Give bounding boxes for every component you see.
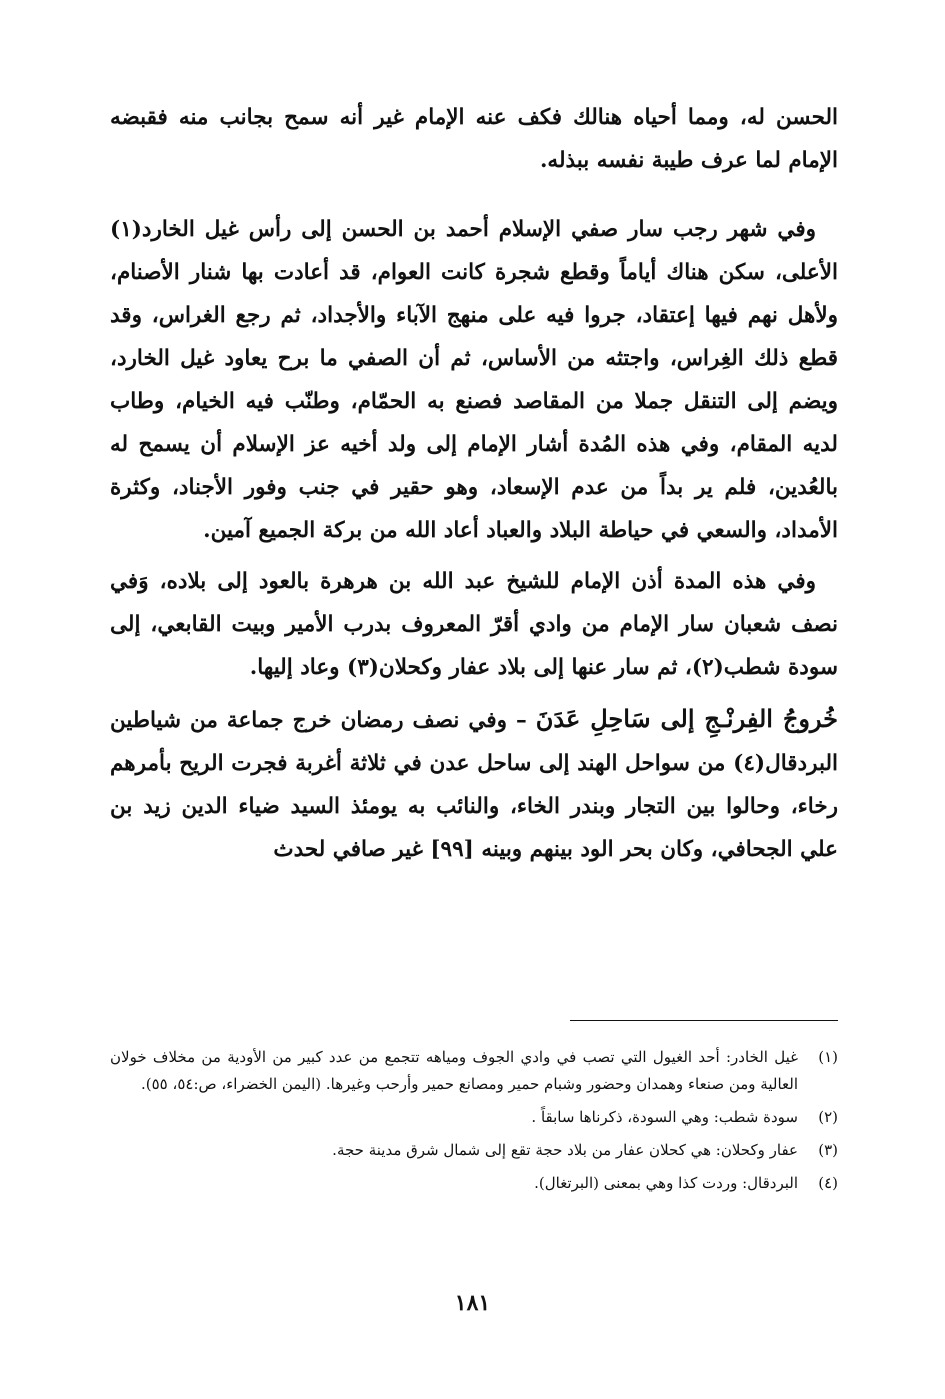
footnote-text: عفار وكحلان: هي كحلان عفار من بلاد حجة تقع إلى شمال شرق مدينة حجة.	[332, 1141, 798, 1159]
section-heading: خُروجُ الفِرنْـجِ إلى سَاحِلِ عَدَنَ	[535, 704, 838, 733]
footnotes	[110, 1044, 838, 1203]
paragraph-continuation: الحسن له، ومما أحياه هنالك فكف عنه الإمام غير أنه سمح بجانب منه فقبضه الإمام لما عرف طيبة نفسه ببذله.	[110, 105, 838, 173]
footnote-text: سودة شطب: وهي السودة، ذكرناها سابقاً .	[531, 1108, 798, 1126]
footnote-number: (٣)	[818, 1141, 838, 1159]
footnote-3	[110, 1137, 838, 1164]
footnote-2	[110, 1104, 838, 1131]
paragraph-rajab: وفي شهر رجب سار صفي الإسلام أحمد بن الحسن إلى رأس غيل الخارد(١) الأعلى، سكن هناك أياماً وقطع شجرة كانت العوام، قد أعادت بها شنار الأصنام، ولأهل نهم فيها إعتقاد، جروا فيه على منهج الآباء والأجداد، ثم رجع الغراس، وقد قطع ذلك الغِراس، واجتثه من الأساس، ثم أن الصفي ما برح يعاود غيل الخارد، ويضم إلى التنقل جملا من المقاصد فصنع به الحمّام، وطنّب فيه الخيام، وطاب لديه المقام، وفي هذه المُدة أشار الإمام إلى ولد أخيه عز الإسلام أن يسمح له بالعُدين، فلم ير بداً من عدم الإسعاد، وهو حقير في جنب وفور الأجناد، وكثرة الأمداد، والسعي في حياطة البلاد والعباد أعاد الله من بركة الجميع آمين.	[110, 217, 838, 543]
footnote-text: غيل الخادر: أحد الغيول التي تصب في وادي الجوف ومياهه تتجمع من عدد كبير من الأودية من مخلاف خولان العالية ومن صنعاء وهمدان وحضور وشبام حمير ومصانع حمير وأرحب وغيرها. (اليمن الخضراء، ص:٥٤، ٥٥).	[110, 1048, 798, 1093]
page-number: ١٨١	[454, 1290, 491, 1316]
footnote-4	[110, 1170, 838, 1197]
footnote-number: (٢)	[818, 1108, 838, 1126]
footnote-separator	[570, 1020, 838, 1021]
footnote-1	[110, 1044, 838, 1098]
footnote-text: البردقال: وردت كذا وهي بمعنى (البرتغال).	[534, 1174, 798, 1192]
section-text: – وفي نصف رمضان خرج جماعة من شياطين البردقال(٤) من سواحل الهند إلى ساحل عدن في ثلاثة أغربة فجرت الريح بأمرهم رخاء، وحالوا بين التجار وبندر الخاء، والنائب به يومئذ السيد ضياء الدين زيد بن علي الجحافي، وكان بحر الود بينهم وبينه [٩٩] غير صافي لحدث	[110, 708, 838, 862]
main-text	[110, 96, 838, 871]
footnote-number: (١)	[818, 1048, 838, 1066]
paragraph-franks-section	[110, 697, 838, 871]
footnote-number: (٤)	[818, 1174, 838, 1192]
paragraph-shaban: وفي هذه المدة أذن الإمام للشيخ عبد الله بن هرهرة بالعود إلى بلاده، وَفي نصف شعبان سار الإمام من وادي أقرّ المعروف بدرب الأمير وبيت القابعي، إلى سودة شطب(٢)، ثم سار عنها إلى بلاد عفار وكحلان(٣) وعاد إليها.	[110, 569, 838, 680]
